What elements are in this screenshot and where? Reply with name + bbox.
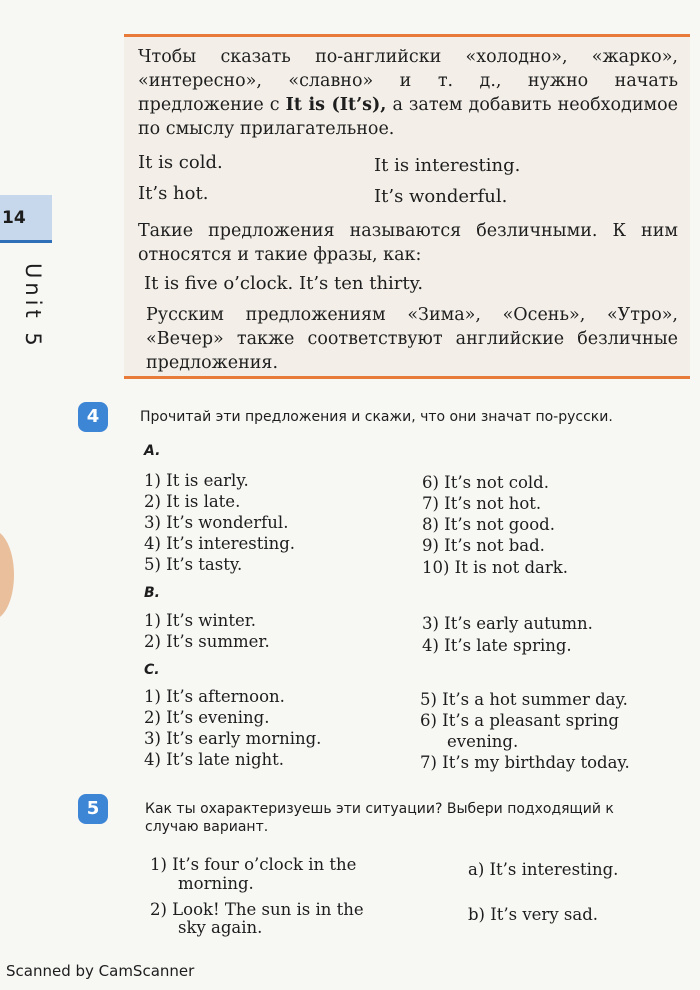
list-item: 5) It’s a hot summer day.: [420, 690, 628, 709]
exercise-4-instruction: Прочитай эти предложения и скажи, что они значат по-русски.: [140, 409, 613, 425]
list-item: 10) It is not dark.: [422, 558, 569, 577]
example-it-is-interesting: It is interesting.: [374, 155, 521, 176]
list-item: 9) It’s not bad.: [422, 536, 545, 555]
list-item: 2) Look! The sun is in the: [150, 900, 364, 919]
rule-paragraph-3: Русским предложениям «Зима», «Осень», «Утро», «Вечер» также соответствуют английские безличные предложения.: [146, 305, 678, 373]
rule-para1-text: Чтобы сказать по-английски «холодно», «жарко», «интересно», «славно» и т. д., нужно начать предложение с: [138, 47, 678, 115]
list-item: 2) It’s summer.: [144, 632, 270, 651]
list-item: evening.: [447, 732, 519, 751]
page-number: 14: [2, 208, 26, 228]
list-item: 3) It’s early autumn.: [422, 614, 593, 633]
list-item: 1) It is early.: [144, 471, 249, 490]
section-c-letter: C.: [144, 662, 160, 678]
list-item: 1) It’s four o’clock in the: [150, 855, 357, 874]
example-its-wonderful: It’s wonderful.: [374, 186, 508, 207]
exercise-5-instruction-line1: Как ты охарактеризуешь эти ситуации? Выбери подходящий к: [145, 801, 614, 817]
rule-para1-bold: It is (It’s),: [285, 95, 387, 115]
list-item: 1) It’s afternoon.: [144, 687, 285, 706]
list-item: 6) It’s a pleasant spring: [420, 711, 619, 730]
example-time: It is five o’clock. It’s ten thirty.: [144, 273, 424, 294]
unit-label: Unit 5: [21, 263, 45, 350]
rule-paragraph-2: Такие предложения называются безличными. К ним относятся и такие фразы, как:: [138, 221, 678, 265]
exercise-4-number: 4: [78, 402, 108, 432]
list-item: 6) It’s not cold.: [422, 473, 549, 492]
list-item: morning.: [178, 874, 254, 893]
section-a-letter: A.: [144, 443, 161, 459]
list-item: 5) It’s tasty.: [144, 555, 243, 574]
list-item: 1) It’s winter.: [144, 611, 257, 630]
example-its-hot: It’s hot.: [138, 183, 209, 204]
list-item: 7) It’s my birthday today.: [420, 753, 630, 772]
list-item: sky again.: [178, 918, 263, 937]
example-it-is-cold: It is cold.: [138, 152, 223, 173]
margin-decoration: [0, 530, 14, 620]
answer-option: a) It’s interesting.: [468, 860, 619, 879]
list-item: 3) It’s early morning.: [144, 729, 322, 748]
rule-para1-end: а затем добавить необходимое по смыслу прилагательное.: [138, 95, 679, 139]
list-item: 8) It’s not good.: [422, 515, 555, 534]
scanner-footer: Scanned by CamScanner: [6, 962, 195, 980]
list-item: 2) It is late.: [144, 492, 241, 511]
list-item: 2) It’s evening.: [144, 708, 270, 727]
answer-option: b) It’s very sad.: [468, 905, 599, 924]
exercise-5-number: 5: [78, 794, 108, 824]
list-item: 4) It’s late spring.: [422, 636, 572, 655]
list-item: 3) It’s wonderful.: [144, 513, 289, 532]
list-item: 7) It’s not hot.: [422, 494, 542, 513]
rule-paragraph-1: [138, 45, 678, 141]
list-item: 4) It’s late night.: [144, 750, 285, 769]
grammar-rule-box: [124, 34, 690, 379]
section-b-letter: B.: [144, 585, 160, 601]
exercise-5-instruction-line2: случаю вариант.: [145, 819, 269, 835]
list-item: 4) It’s interesting.: [144, 534, 296, 553]
